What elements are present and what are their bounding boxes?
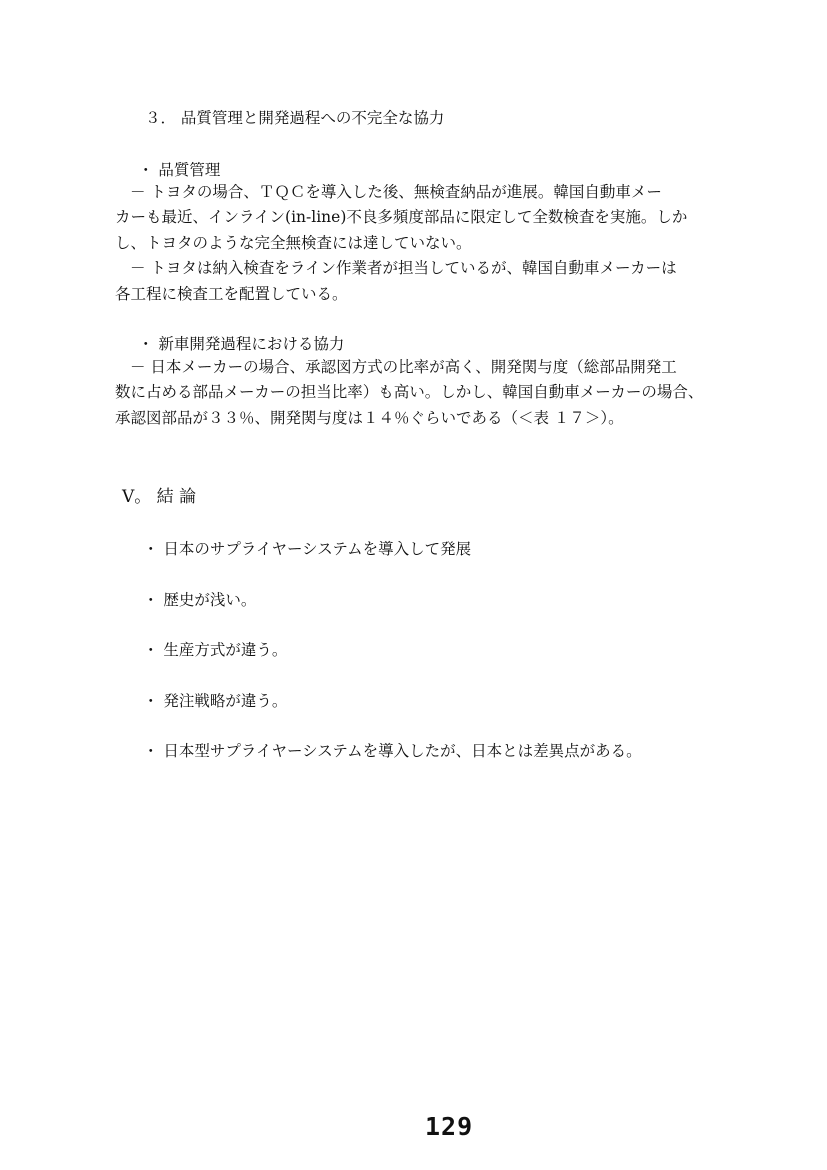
- quality-line: カーも最近、インライン(in-line)不良多頻度部品に限定して全数検査を実施。しか: [115, 208, 688, 226]
- conclusion-heading: Ⅴ。 結 論: [122, 487, 197, 507]
- quality-line: 各工程に検査工を配置している。: [115, 285, 348, 303]
- conclusion-item: ・ 歴史が浅い。: [143, 591, 257, 609]
- development-bullet: ・ 新車開発過程における協力: [138, 335, 345, 353]
- quality-line: － トヨタは納入検査をライン作業者が担当しているが、韓国自動車メーカーは: [130, 259, 677, 277]
- section-3-heading: ３． 品質管理と開発過程への不完全な協力: [145, 109, 445, 127]
- development-line: 承認図部品が３３％、開発関与度は１４％ぐらいである（＜表 １７＞）。: [115, 409, 624, 427]
- quality-line: － トヨタの場合、ＴＱＣを導入した後、無検査納品が進展。韓国自動車メー: [130, 183, 662, 201]
- page-number: 129: [425, 1112, 474, 1141]
- quality-line: し、トヨタのような完全無検査には達していない。: [115, 234, 472, 252]
- development-line: － 日本メーカーの場合、承認図方式の比率が高く、開発関与度（総部品開発工: [130, 358, 677, 376]
- conclusion-item: ・ 日本型サプライヤーシステムを導入したが、日本とは差異点がある。: [143, 742, 642, 760]
- conclusion-item: ・ 発注戦略が違う。: [143, 692, 288, 710]
- conclusion-item: ・ 生産方式が違う。: [143, 641, 288, 659]
- quality-bullet: ・ 品質管理: [138, 161, 221, 179]
- development-line: 数に占める部品メーカーの担当比率）も高い。しかし、韓国自動車メーカーの場合、: [115, 383, 704, 401]
- conclusion-item: ・ 日本のサプライヤーシステムを導入して発展: [143, 540, 472, 558]
